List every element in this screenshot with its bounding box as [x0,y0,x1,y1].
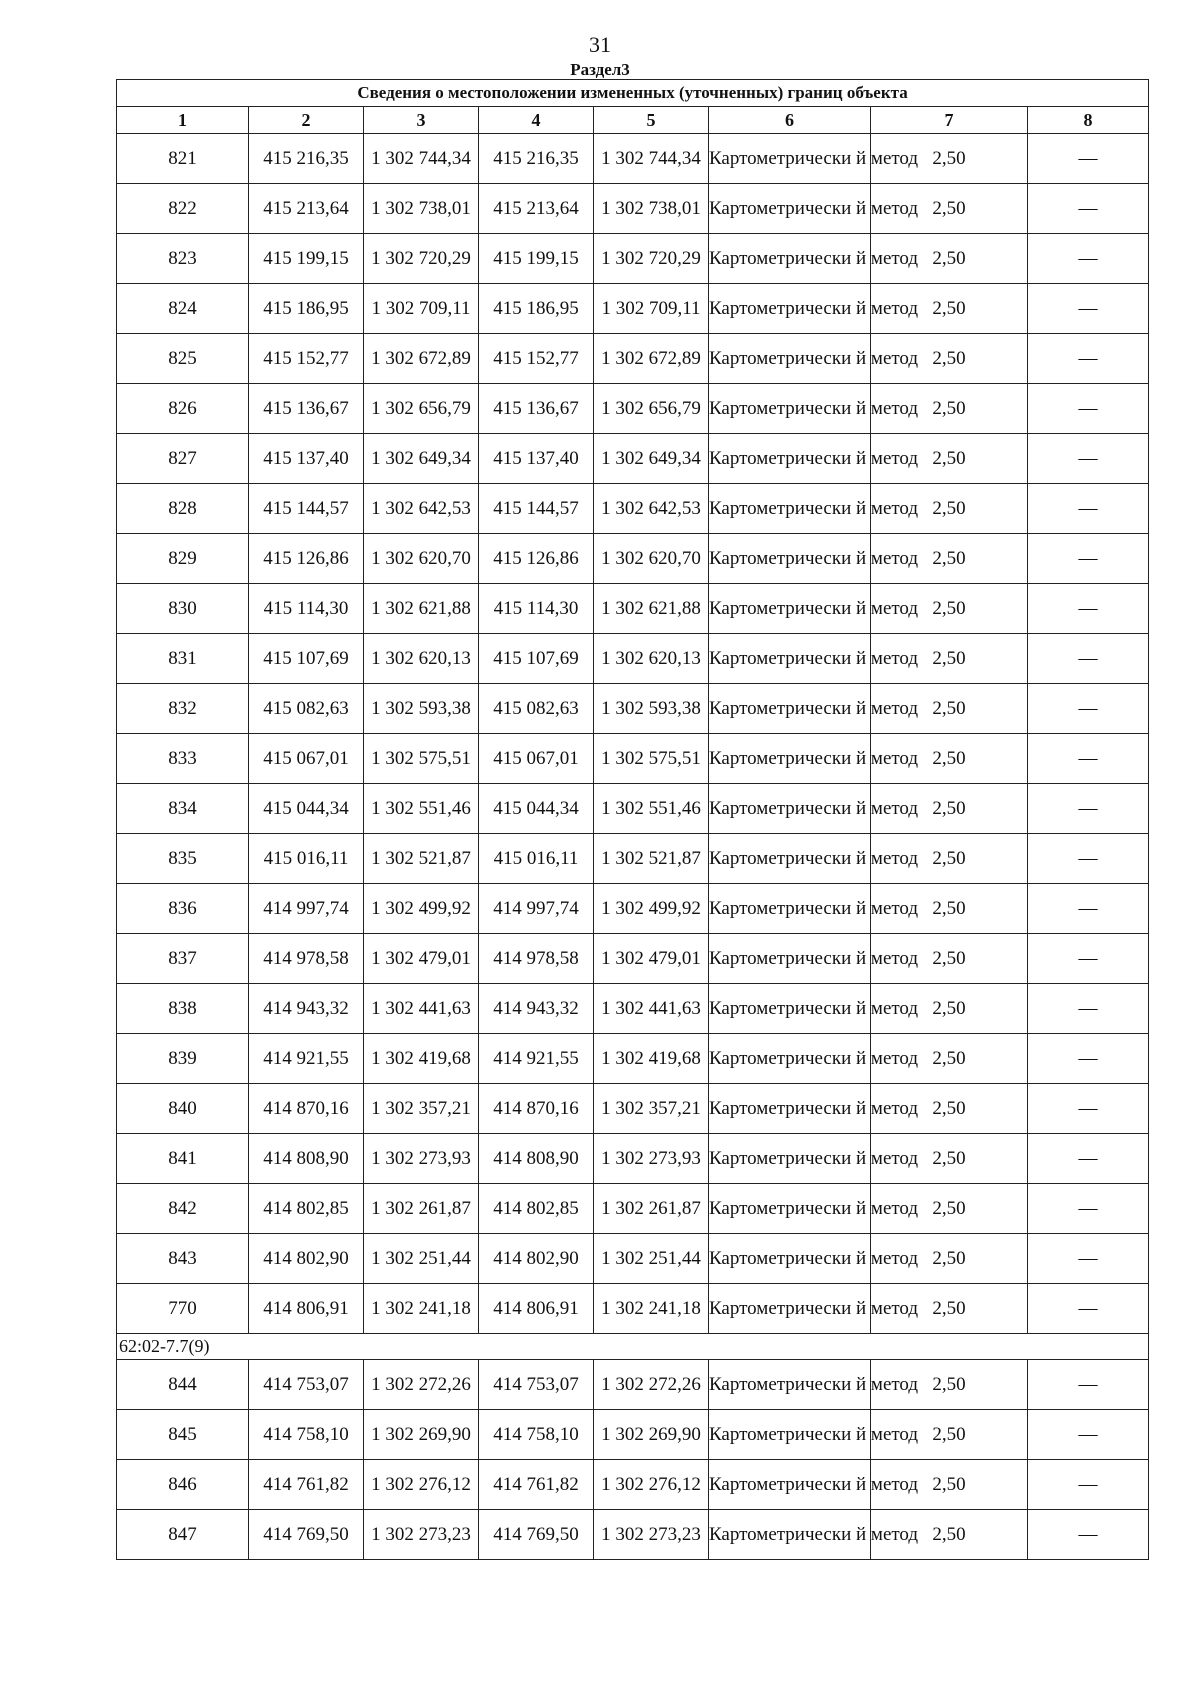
accuracy-cell: 2,50 [871,684,1028,734]
y-old-cell: 1 302 276,12 [364,1460,479,1510]
x-new-cell: 414 997,74 [479,884,594,934]
y-new-cell: 1 302 593,38 [594,684,709,734]
accuracy-cell: 2,50 [871,584,1028,634]
x-new-cell: 414 806,91 [479,1284,594,1334]
y-new-cell: 1 302 649,34 [594,434,709,484]
table-row [117,384,1149,434]
y-old-cell: 1 302 261,87 [364,1184,479,1234]
y-new-cell: 1 302 656,79 [594,384,709,434]
table-row [117,1084,1149,1134]
y-old-cell: 1 302 656,79 [364,384,479,434]
x-old-cell: 415 213,64 [249,184,364,234]
x-old-cell: 414 753,07 [249,1360,364,1410]
note-cell: — [1028,234,1149,284]
x-old-cell: 414 806,91 [249,1284,364,1334]
method-cell: Картометрически й метод [709,1410,871,1460]
point-number-cell: 832 [117,684,249,734]
table-row [117,534,1149,584]
accuracy-cell: 2,50 [871,1460,1028,1510]
point-number-cell: 837 [117,934,249,984]
method-cell: Картометрически й метод [709,1460,871,1510]
note-cell: — [1028,634,1149,684]
y-new-cell: 1 302 709,11 [594,284,709,334]
x-old-cell: 415 126,86 [249,534,364,584]
method-cell: Картометрически й метод [709,134,871,184]
x-new-cell: 415 114,30 [479,584,594,634]
x-new-cell: 414 753,07 [479,1360,594,1410]
x-new-cell: 415 144,57 [479,484,594,534]
group-row [117,1334,1149,1360]
y-new-cell: 1 302 419,68 [594,1034,709,1084]
x-old-cell: 415 137,40 [249,434,364,484]
accuracy-cell: 2,50 [871,484,1028,534]
table-row [117,1360,1149,1410]
method-cell: Картометрически й метод [709,934,871,984]
point-number-cell: 844 [117,1360,249,1410]
y-new-cell: 1 302 738,01 [594,184,709,234]
column-number: 4 [479,107,594,134]
y-new-cell: 1 302 744,34 [594,134,709,184]
accuracy-cell: 2,50 [871,334,1028,384]
x-new-cell: 415 067,01 [479,734,594,784]
note-cell: — [1028,984,1149,1034]
y-new-cell: 1 302 261,87 [594,1184,709,1234]
page-number: 31 [589,32,611,57]
y-old-cell: 1 302 272,26 [364,1360,479,1410]
y-new-cell: 1 302 479,01 [594,934,709,984]
method-cell: Картометрически й метод [709,1510,871,1560]
method-cell: Картометрически й метод [709,534,871,584]
note-cell: — [1028,884,1149,934]
y-new-cell: 1 302 720,29 [594,234,709,284]
accuracy-cell: 2,50 [871,184,1028,234]
accuracy-cell: 2,50 [871,1034,1028,1084]
note-cell: — [1028,584,1149,634]
note-cell: — [1028,1510,1149,1560]
coordinates-table [116,79,1149,1560]
y-new-cell: 1 302 621,88 [594,584,709,634]
accuracy-cell: 2,50 [871,1134,1028,1184]
note-cell: — [1028,684,1149,734]
point-number-cell: 822 [117,184,249,234]
column-numbers-row [117,107,1149,134]
x-old-cell: 414 761,82 [249,1460,364,1510]
method-cell: Картометрически й метод [709,1360,871,1410]
x-new-cell: 415 016,11 [479,834,594,884]
x-new-cell: 415 213,64 [479,184,594,234]
x-new-cell: 415 044,34 [479,784,594,834]
accuracy-cell: 2,50 [871,1284,1028,1334]
point-number-cell: 831 [117,634,249,684]
x-old-cell: 415 107,69 [249,634,364,684]
x-new-cell: 415 082,63 [479,684,594,734]
table-row [117,334,1149,384]
note-cell: — [1028,934,1149,984]
note-cell: — [1028,184,1149,234]
note-cell: — [1028,734,1149,784]
y-new-cell: 1 302 276,12 [594,1460,709,1510]
x-old-cell: 415 186,95 [249,284,364,334]
x-old-cell: 414 808,90 [249,1134,364,1184]
accuracy-cell: 2,50 [871,984,1028,1034]
point-number-cell: 839 [117,1034,249,1084]
accuracy-cell: 2,50 [871,434,1028,484]
point-number-cell: 843 [117,1234,249,1284]
y-old-cell: 1 302 521,87 [364,834,479,884]
x-new-cell: 414 978,58 [479,934,594,984]
x-new-cell: 414 802,85 [479,1184,594,1234]
x-new-cell: 415 152,77 [479,334,594,384]
x-new-cell: 415 107,69 [479,634,594,684]
point-number-cell: 840 [117,1084,249,1134]
point-number-cell: 830 [117,584,249,634]
note-cell: — [1028,534,1149,584]
x-old-cell: 415 199,15 [249,234,364,284]
y-new-cell: 1 302 251,44 [594,1234,709,1284]
accuracy-cell: 2,50 [871,734,1028,784]
x-old-cell: 415 114,30 [249,584,364,634]
y-old-cell: 1 302 273,93 [364,1134,479,1184]
table-row [117,1510,1149,1560]
method-cell: Картометрически й метод [709,784,871,834]
y-old-cell: 1 302 720,29 [364,234,479,284]
table-row [117,1184,1149,1234]
x-new-cell: 415 199,15 [479,234,594,284]
method-cell: Картометрически й метод [709,734,871,784]
y-new-cell: 1 302 273,93 [594,1134,709,1184]
point-number-cell: 829 [117,534,249,584]
note-cell: — [1028,1360,1149,1410]
point-number-cell: 841 [117,1134,249,1184]
table-row [117,834,1149,884]
x-new-cell: 414 921,55 [479,1034,594,1084]
method-cell: Картометрически й метод [709,834,871,884]
y-new-cell: 1 302 269,90 [594,1410,709,1460]
point-number-cell: 770 [117,1284,249,1334]
y-new-cell: 1 302 672,89 [594,334,709,384]
method-cell: Картометрически й метод [709,634,871,684]
y-old-cell: 1 302 621,88 [364,584,479,634]
accuracy-cell: 2,50 [871,384,1028,434]
y-old-cell: 1 302 419,68 [364,1034,479,1084]
point-number-cell: 826 [117,384,249,434]
table-row [117,634,1149,684]
accuracy-cell: 2,50 [871,1410,1028,1460]
table-row [117,434,1149,484]
x-old-cell: 414 802,85 [249,1184,364,1234]
accuracy-cell: 2,50 [871,1184,1028,1234]
point-number-cell: 835 [117,834,249,884]
table-row [117,1460,1149,1510]
y-new-cell: 1 302 241,18 [594,1284,709,1334]
note-cell: — [1028,1234,1149,1284]
table-row [117,734,1149,784]
table-row [117,1410,1149,1460]
table-title: Сведения о местоположении измененных (уточненных) границ объекта [117,80,1149,107]
x-old-cell: 415 016,11 [249,834,364,884]
x-old-cell: 414 802,90 [249,1234,364,1284]
column-number: 6 [709,107,871,134]
x-old-cell: 415 044,34 [249,784,364,834]
table-row [117,284,1149,334]
point-number-cell: 823 [117,234,249,284]
table-row [117,984,1149,1034]
x-old-cell: 414 870,16 [249,1084,364,1134]
note-cell: — [1028,284,1149,334]
point-number-cell: 846 [117,1460,249,1510]
x-old-cell: 414 978,58 [249,934,364,984]
method-cell: Картометрически й метод [709,684,871,734]
note-cell: — [1028,1184,1149,1234]
x-old-cell: 415 067,01 [249,734,364,784]
y-old-cell: 1 302 499,92 [364,884,479,934]
note-cell: — [1028,1134,1149,1184]
point-number-cell: 828 [117,484,249,534]
x-new-cell: 415 136,67 [479,384,594,434]
y-old-cell: 1 302 357,21 [364,1084,479,1134]
x-old-cell: 415 216,35 [249,134,364,184]
x-new-cell: 414 802,90 [479,1234,594,1284]
note-cell: — [1028,1410,1149,1460]
accuracy-cell: 2,50 [871,1084,1028,1134]
accuracy-cell: 2,50 [871,284,1028,334]
method-cell: Картометрически й метод [709,1084,871,1134]
point-number-cell: 833 [117,734,249,784]
column-number: 7 [871,107,1028,134]
y-new-cell: 1 302 357,21 [594,1084,709,1134]
x-new-cell: 414 769,50 [479,1510,594,1560]
x-old-cell: 414 921,55 [249,1034,364,1084]
method-cell: Картометрически й метод [709,184,871,234]
y-new-cell: 1 302 575,51 [594,734,709,784]
x-old-cell: 415 082,63 [249,684,364,734]
table-row [117,134,1149,184]
note-cell: — [1028,334,1149,384]
accuracy-cell: 2,50 [871,134,1028,184]
table-row [117,1134,1149,1184]
x-new-cell: 415 216,35 [479,134,594,184]
x-new-cell: 414 758,10 [479,1410,594,1460]
method-cell: Картометрически й метод [709,334,871,384]
y-old-cell: 1 302 441,63 [364,984,479,1034]
accuracy-cell: 2,50 [871,834,1028,884]
accuracy-cell: 2,50 [871,934,1028,984]
table-title-row [117,80,1149,107]
point-number-cell: 821 [117,134,249,184]
y-old-cell: 1 302 593,38 [364,684,479,734]
y-new-cell: 1 302 642,53 [594,484,709,534]
accuracy-cell: 2,50 [871,234,1028,284]
x-old-cell: 415 152,77 [249,334,364,384]
method-cell: Картометрически й метод [709,1284,871,1334]
table-row [117,484,1149,534]
y-old-cell: 1 302 575,51 [364,734,479,784]
y-old-cell: 1 302 649,34 [364,434,479,484]
note-cell: — [1028,1034,1149,1084]
note-cell: — [1028,134,1149,184]
y-new-cell: 1 302 551,46 [594,784,709,834]
y-old-cell: 1 302 479,01 [364,934,479,984]
accuracy-cell: 2,50 [871,1510,1028,1560]
x-old-cell: 414 943,32 [249,984,364,1034]
point-number-cell: 825 [117,334,249,384]
y-new-cell: 1 302 620,70 [594,534,709,584]
x-new-cell: 415 186,95 [479,284,594,334]
table-row [117,1284,1149,1334]
y-old-cell: 1 302 241,18 [364,1284,479,1334]
y-old-cell: 1 302 620,13 [364,634,479,684]
x-new-cell: 414 870,16 [479,1084,594,1134]
y-old-cell: 1 302 642,53 [364,484,479,534]
y-new-cell: 1 302 499,92 [594,884,709,934]
y-old-cell: 1 302 269,90 [364,1410,479,1460]
note-cell: — [1028,784,1149,834]
y-old-cell: 1 302 551,46 [364,784,479,834]
note-cell: — [1028,1284,1149,1334]
section-title: Раздел3 [570,60,630,79]
accuracy-cell: 2,50 [871,884,1028,934]
y-new-cell: 1 302 272,26 [594,1360,709,1410]
point-number-cell: 824 [117,284,249,334]
y-old-cell: 1 302 620,70 [364,534,479,584]
group-label: 62:02-7.7(9) [117,1334,1149,1360]
column-number: 1 [117,107,249,134]
method-cell: Картометрически й метод [709,1034,871,1084]
table-row [117,1034,1149,1084]
method-cell: Картометрически й метод [709,434,871,484]
x-old-cell: 414 769,50 [249,1510,364,1560]
note-cell: — [1028,1460,1149,1510]
y-old-cell: 1 302 709,11 [364,284,479,334]
column-number: 5 [594,107,709,134]
table-row [117,784,1149,834]
x-new-cell: 414 761,82 [479,1460,594,1510]
y-old-cell: 1 302 738,01 [364,184,479,234]
note-cell: — [1028,484,1149,534]
point-number-cell: 842 [117,1184,249,1234]
y-new-cell: 1 302 441,63 [594,984,709,1034]
point-number-cell: 827 [117,434,249,484]
table-row [117,684,1149,734]
x-old-cell: 415 144,57 [249,484,364,534]
note-cell: — [1028,434,1149,484]
x-old-cell: 414 997,74 [249,884,364,934]
method-cell: Картометрически й метод [709,284,871,334]
point-number-cell: 838 [117,984,249,1034]
table-row [117,884,1149,934]
note-cell: — [1028,1084,1149,1134]
method-cell: Картометрически й метод [709,984,871,1034]
point-number-cell: 834 [117,784,249,834]
column-number: 8 [1028,107,1149,134]
x-old-cell: 414 758,10 [249,1410,364,1460]
accuracy-cell: 2,50 [871,1360,1028,1410]
table-row [117,1234,1149,1284]
y-new-cell: 1 302 273,23 [594,1510,709,1560]
x-new-cell: 414 943,32 [479,984,594,1034]
accuracy-cell: 2,50 [871,1234,1028,1284]
note-cell: — [1028,834,1149,884]
table-row [117,934,1149,984]
y-old-cell: 1 302 273,23 [364,1510,479,1560]
y-new-cell: 1 302 521,87 [594,834,709,884]
point-number-cell: 845 [117,1410,249,1460]
table-row [117,584,1149,634]
method-cell: Картометрически й метод [709,584,871,634]
x-new-cell: 415 126,86 [479,534,594,584]
accuracy-cell: 2,50 [871,534,1028,584]
accuracy-cell: 2,50 [871,784,1028,834]
method-cell: Картометрически й метод [709,1234,871,1284]
y-new-cell: 1 302 620,13 [594,634,709,684]
accuracy-cell: 2,50 [871,634,1028,684]
table-row [117,234,1149,284]
y-old-cell: 1 302 251,44 [364,1234,479,1284]
method-cell: Картометрически й метод [709,1134,871,1184]
note-cell: — [1028,384,1149,434]
x-new-cell: 415 137,40 [479,434,594,484]
point-number-cell: 836 [117,884,249,934]
table-row [117,184,1149,234]
method-cell: Картометрически й метод [709,484,871,534]
x-new-cell: 414 808,90 [479,1134,594,1184]
column-number: 3 [364,107,479,134]
y-old-cell: 1 302 744,34 [364,134,479,184]
method-cell: Картометрически й метод [709,884,871,934]
column-number: 2 [249,107,364,134]
y-old-cell: 1 302 672,89 [364,334,479,384]
method-cell: Картометрически й метод [709,384,871,434]
method-cell: Картометрически й метод [709,234,871,284]
x-old-cell: 415 136,67 [249,384,364,434]
method-cell: Картометрически й метод [709,1184,871,1234]
point-number-cell: 847 [117,1510,249,1560]
